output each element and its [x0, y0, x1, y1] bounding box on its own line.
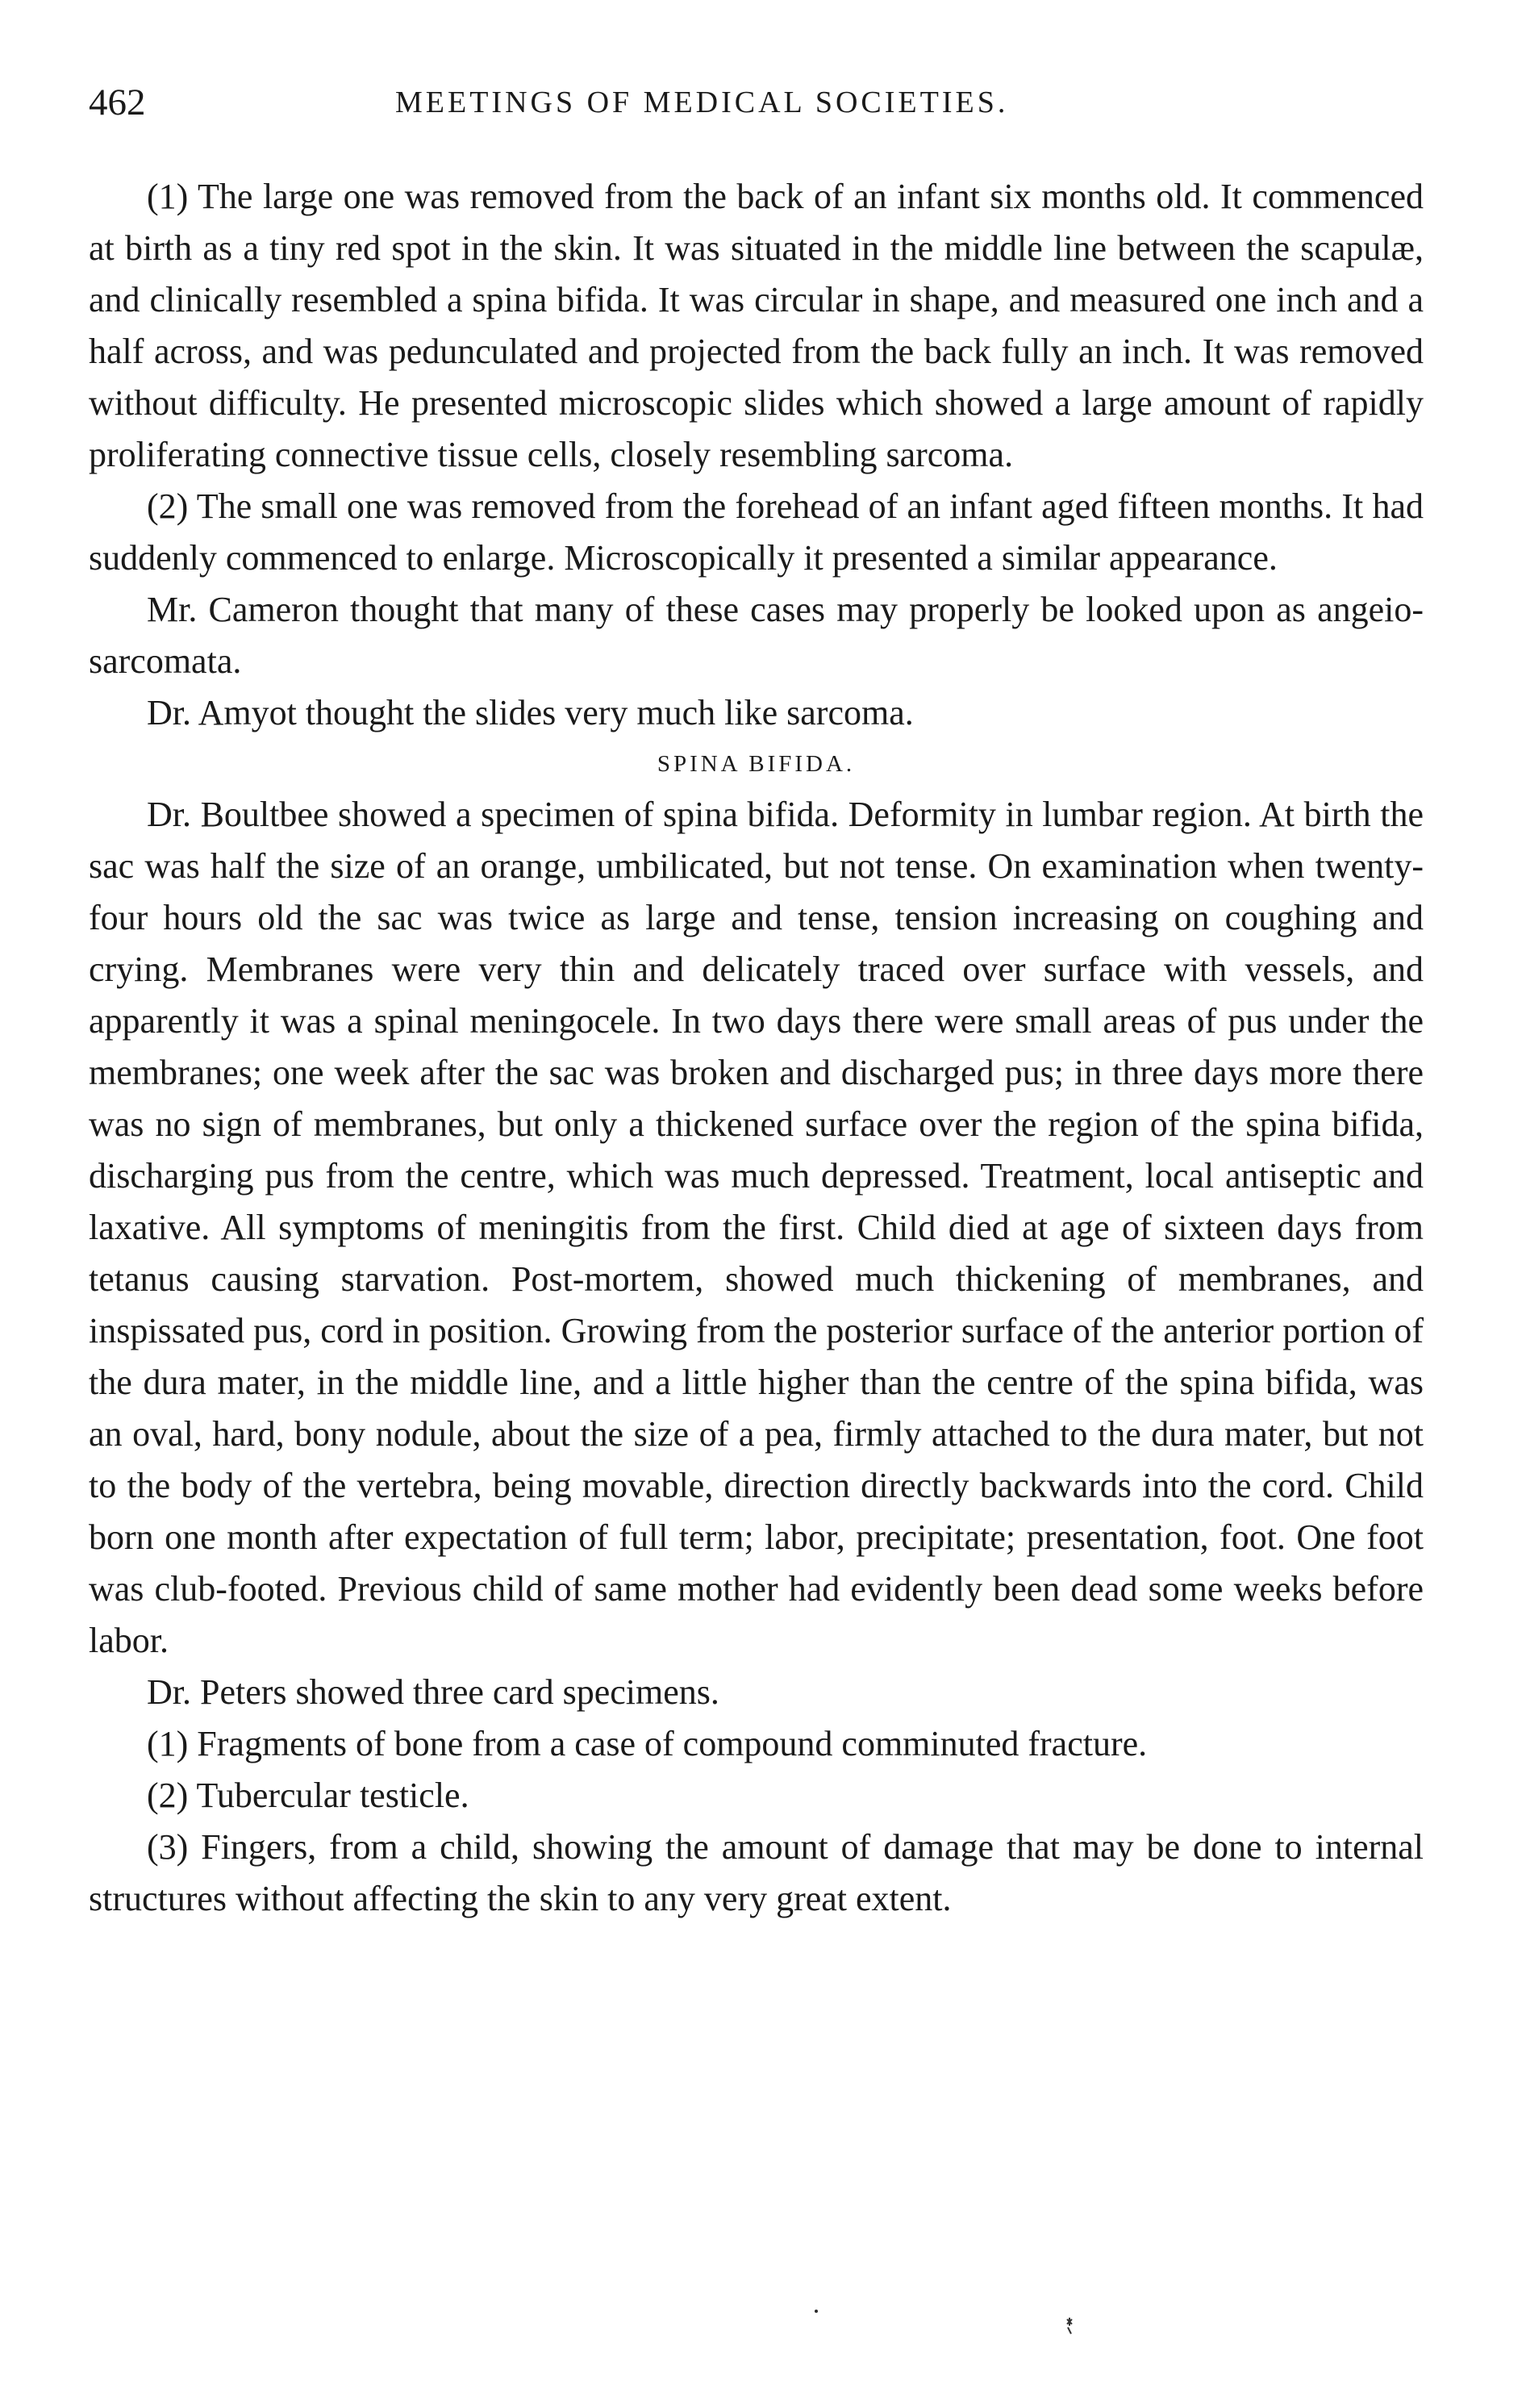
paragraph-peters-specimens: Dr. Peters showed three card specimens.	[147, 1672, 719, 1712]
page-number: 462	[89, 81, 146, 123]
paragraph-small-specimen: (2) The small one was removed from the forehead of an infant aged fifteen months. It had suddenly commenced to enlarge. Microscopically it presented a similar appearance.	[89, 486, 1424, 578]
print-speck	[815, 2310, 818, 2313]
section-heading: SPINA BIFIDA.	[657, 751, 856, 777]
paragraph-specimen-fingers: (3) Fingers, from a child, showing the amount of damage that may be done to internal structures without affecting the skin to any very great extent.	[89, 1827, 1424, 1918]
paragraph-specimen-fracture: (1) Fragments of bone from a case of compound comminuted fracture.	[147, 1724, 1148, 1763]
paragraph-cameron-remark: Mr. Cameron thought that many of these cases may properly be looked upon as angeio-sarcomata.	[89, 590, 1424, 681]
paragraph-specimen-testicle: (2) Tubercular testicle.	[147, 1776, 469, 1815]
paragraph-amyot-remark: Dr. Amyot thought the slides very much like sarcoma.	[147, 693, 914, 732]
paragraph-large-specimen: (1) The large one was removed from the back of an infant six months old. It commenced at birth as a tiny red spot in the skin. It was situated in the middle line between the scapulæ, and clinically resembled a spina bifida. It was circular in shape, and measured one inch and a half across, and was pedunculated and projected from the back fully an inch. It was removed without difficulty. He presented microscopic slides which showed a large amount of rapidly proliferating connective tissue cells, closely resembling sarcoma.	[89, 177, 1424, 474]
printer-mark-icon	[1061, 2313, 1109, 2340]
body-text	[89, 171, 1424, 1925]
page-header	[89, 74, 1420, 131]
paragraph-boultbee-case: Dr. Boultbee showed a specimen of spina bifida. Deformity in lumbar region. At birth the sac was half the size of an orange, umbilicated, but not tense. On examination when twenty-four hours old the sac was twice as large and tense, tension increasing on coughing and crying. Membranes were very thin and delicately traced over surface with vessels, and apparently it was a spinal meningocele. In two days there were small areas of pus under the membranes; one week after the sac was broken and discharged pus; in three days more there was no sign of membranes, but only a thickened surface over the region of the spina bifida, discharging pus from the centre, which was much depressed. Treatment, local antiseptic and laxative. All symptoms of meningitis from the first. Child died at age of sixteen days from tetanus causing starvation. Post-mortem, showed much thickening of membranes, and inspissated pus, cord in position. Growing from the posterior surface of the anterior portion of the dura mater, in the middle line, and a little higher than the centre of the spina bifida, was an oval, hard, bony nodule, about the size of a pea, firmly attached to the dura mater, but not to the body of the vertebra, being movable, direction directly backwards into the cord. Child born one month after expectation of full term; labor, precipitate; presentation, foot. One foot was club-footed. Previous child of same mother had evidently been dead some weeks before labor.	[89, 795, 1424, 1660]
running-head: MEETINGS OF MEDICAL SOCIETIES.	[395, 86, 1009, 119]
